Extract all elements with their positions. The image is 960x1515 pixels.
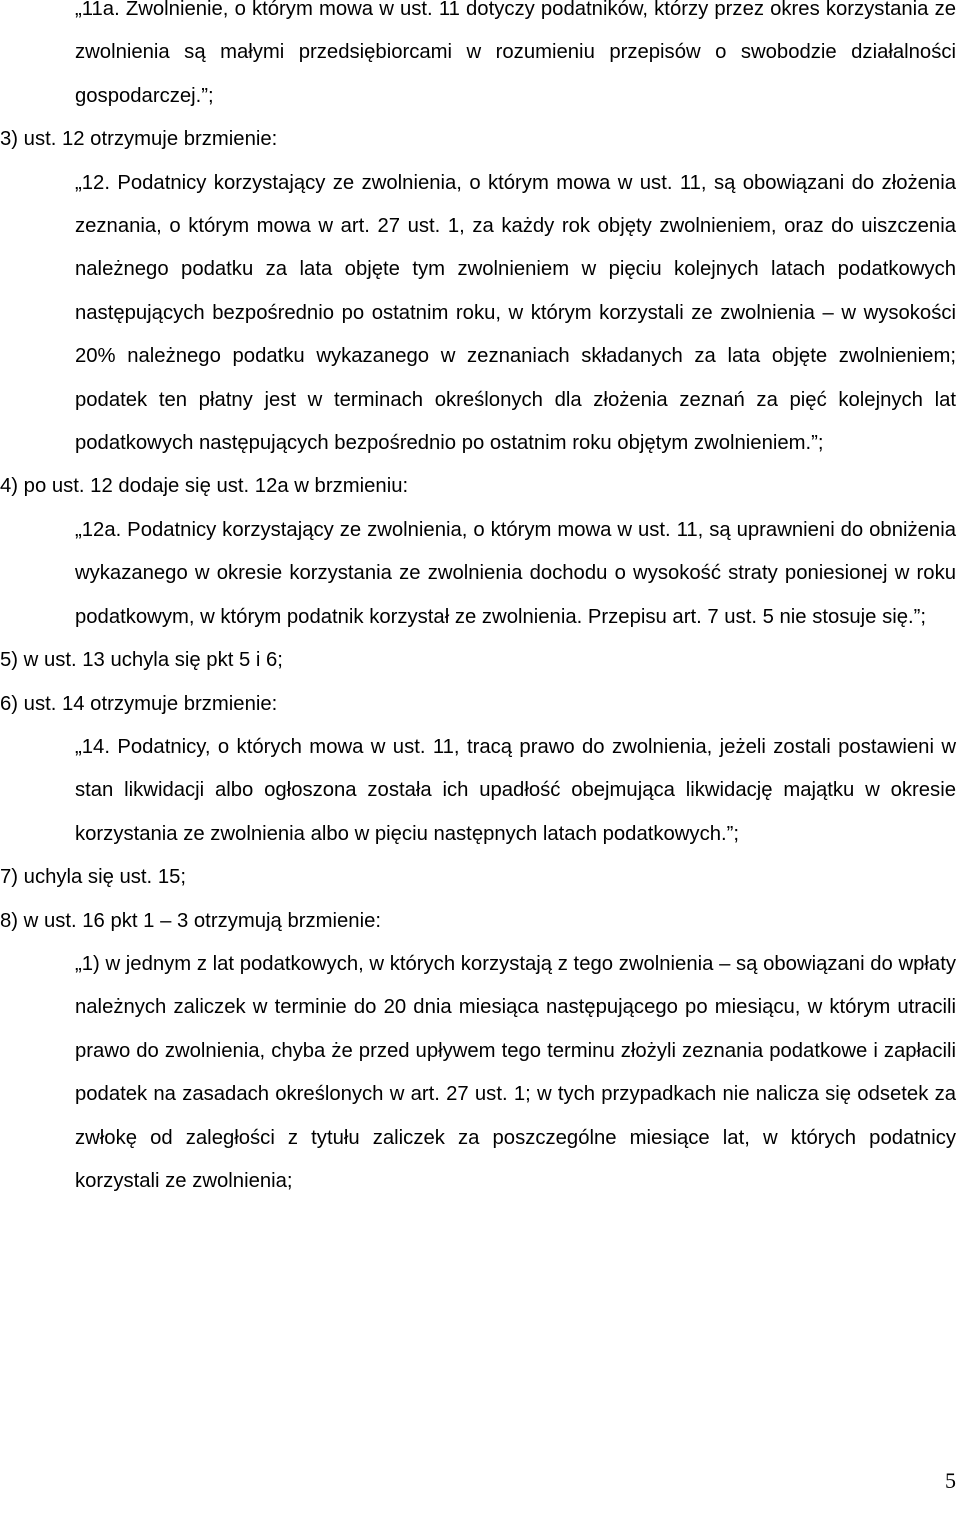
amendment-point-paragraph: 5) w ust. 13 uchyla się pkt 5 i 6; [0,649,283,672]
quoted-provision-paragraph: „12a. Podatnicy korzystający ze zwolnienia, o którym mowa w ust. 11, są uprawnieni do obniżenia wykazanego w okresie korzystania ze zwolnienia dochodu o wysokość straty poniesionej w roku podatkowym, w którym podatnik korzystał ze zwolnienia. Przepisu art. 7 ust. 5 nie stosuje się.”; [75,518,956,628]
amendment-point-paragraph: 8) w ust. 16 pkt 1 – 3 otrzymują brzmienie: [0,909,381,932]
quoted-provision-paragraph: „12. Podatnicy korzystający ze zwolnienia, o którym mowa w ust. 11, są obowiązani do złożenia zeznania, o którym mowa w art. 27 ust. 1, za każdy rok objęty zwolnieniem, oraz do uiszczenia należnego podatku za lata objęte tym zwolnieniem w pięciu kolejnych latach podatkowych następujących bezpośrednio po ostatnim roku, w którym korzystali ze zwolnienia – w wysokości 20% należnego podatku wykazanego w zeznaniach składanych za lata objęte zwolnieniem; podatek ten płatny jest w terminach określonych dla złożenia zeznań za pięć kolejnych lat podatkowych następujących bezpośrednio po ostatnim roku objętym zwolnieniem.”; [75,171,956,455]
amendment-point-paragraph: 3) ust. 12 otrzymuje brzmienie: [0,128,278,151]
quoted-provision-paragraph: „11a. Zwolnienie, o którym mowa w ust. 11 dotyczy podatników, którzy przez okres korzystania ze zwolnienia są małymi przedsiębiorcami w rozumieniu przepisów o swobodzie działalności gospodarczej.”; [75,0,956,107]
amendment-point-paragraph: 4) po ust. 12 dodaje się ust. 12a w brzmieniu: [0,475,409,498]
quoted-provision-paragraph: „14. Podatnicy, o których mowa w ust. 11, tracą prawo do zwolnienia, jeżeli zostali postawieni w stan likwidacji albo ogłoszona została ich upadłość obejmująca likwidację majątku w okresie korzystania ze zwolnienia albo w pięciu następnych latach podatkowych.”; [75,735,956,845]
page-number: 5 [945,1468,956,1493]
quoted-provision-paragraph: „1) w jednym z lat podatkowych, w których korzystają z tego zwolnienia – są obowiązani do wpłaty należnych zaliczek w terminie do 20 dnia miesiąca następującego po miesiącu, w którym utracili prawo do zwolnienia, chyba że przed upływem tego terminu złożyli zeznania podatkowe i zapłacili podatek na zasadach określonych w art. 27 ust. 1; w tych przypadkach nie nalicza się odsetek za zwłokę od zaległości z tytułu zaliczek za poszczególne miesiące lat, w których podatnicy korzystali ze zwolnienia; [75,952,956,1192]
amendment-point-paragraph: 6) ust. 14 otrzymuje brzmienie: [0,692,278,715]
amendment-point-paragraph: 7) uchyla się ust. 15; [0,866,187,889]
